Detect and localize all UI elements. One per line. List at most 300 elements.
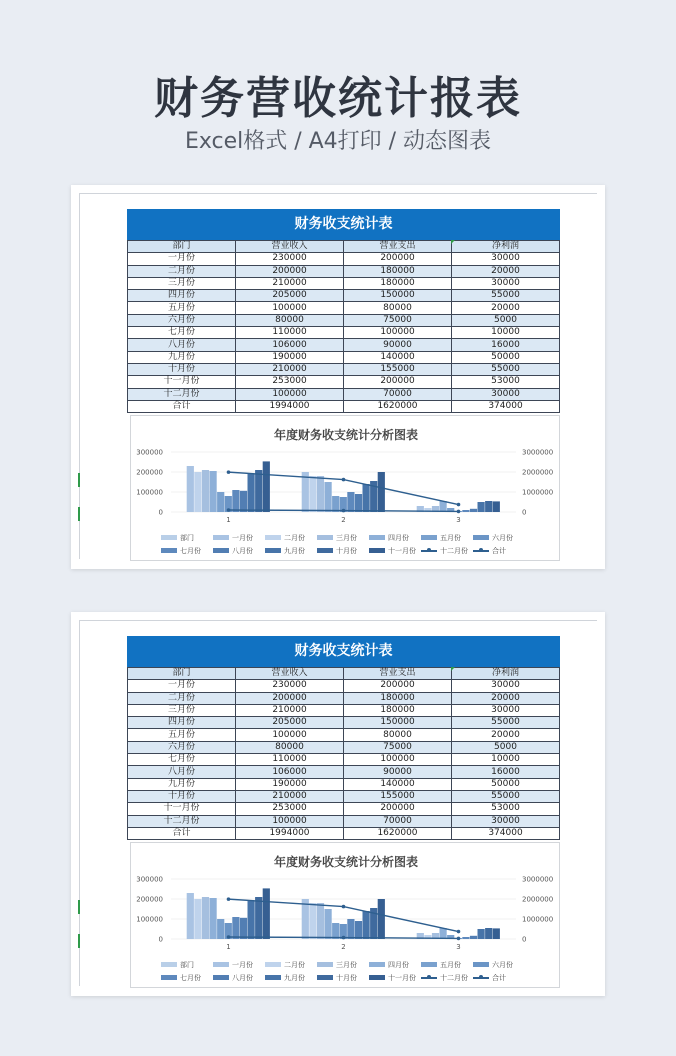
table-cell[interactable]: 180000 — [344, 704, 452, 716]
y-axis-tick-label: 0 — [158, 935, 163, 944]
table-row — [128, 400, 560, 412]
table-cell[interactable]: 30000 — [452, 388, 560, 400]
chart-bar[interactable] — [478, 929, 485, 939]
legend-swatch-icon — [161, 535, 177, 540]
chart-bar[interactable] — [317, 903, 324, 939]
table-cell[interactable]: 十一月份 — [128, 803, 236, 815]
table-row — [128, 388, 560, 400]
chart-bar[interactable] — [325, 482, 332, 512]
chart-bar[interactable] — [302, 472, 309, 512]
column-header[interactable]: 营业收入 — [236, 241, 344, 253]
legend-label: 三月份 — [336, 960, 357, 969]
cell-comment-marker — [451, 667, 455, 671]
legend-swatch-icon — [317, 962, 333, 967]
legend-label: 四月份 — [388, 960, 409, 969]
chart-bar[interactable] — [378, 472, 385, 512]
table-cell[interactable]: 合计 — [128, 827, 236, 839]
y2-axis-tick-label: 1000000 — [522, 488, 554, 497]
table-cell[interactable]: 四月份 — [128, 717, 236, 729]
legend-swatch-icon — [421, 550, 437, 552]
legend-swatch-icon — [473, 977, 489, 979]
chart-bar[interactable] — [470, 936, 477, 939]
table-cell[interactable]: 二月份 — [128, 265, 236, 277]
table-cell[interactable]: 5000 — [452, 314, 560, 326]
chart-bar[interactable] — [202, 897, 209, 939]
table-cell[interactable]: 55000 — [452, 290, 560, 302]
table-cell[interactable]: 100000 — [236, 302, 344, 314]
table-cell[interactable]: 100000 — [236, 388, 344, 400]
table-cell[interactable]: 150000 — [344, 290, 452, 302]
table-cell[interactable]: 16000 — [452, 766, 560, 778]
table-cell[interactable]: 140000 — [344, 351, 452, 363]
legend-item[interactable] — [213, 971, 265, 984]
chart-line-point[interactable] — [457, 510, 461, 514]
legend-label: 八月份 — [232, 973, 253, 982]
legend-swatch-icon — [369, 535, 385, 540]
chart-bar[interactable] — [232, 490, 239, 512]
legend-swatch-icon — [421, 535, 437, 540]
table-cell[interactable]: 55000 — [452, 363, 560, 375]
chart-line-point[interactable] — [227, 935, 231, 939]
table-row — [128, 815, 560, 827]
legend-label: 一月份 — [232, 960, 253, 969]
chart-bar[interactable] — [355, 921, 362, 939]
chart-bar[interactable] — [309, 476, 316, 512]
chart-bar[interactable] — [194, 899, 201, 939]
legend-item[interactable] — [421, 531, 473, 544]
chart-line-point[interactable] — [342, 905, 346, 909]
table-cell[interactable]: 253000 — [236, 803, 344, 815]
table-cell[interactable]: 210000 — [236, 363, 344, 375]
table-cell[interactable]: 110000 — [236, 327, 344, 339]
table-row — [128, 717, 560, 729]
table-cell[interactable]: 20000 — [452, 729, 560, 741]
table-cell[interactable]: 20000 — [452, 265, 560, 277]
table-cell[interactable]: 一月份 — [128, 680, 236, 692]
table-cell[interactable]: 七月份 — [128, 754, 236, 766]
table-cell[interactable]: 5000 — [452, 741, 560, 753]
cell-marker — [78, 900, 80, 914]
table-cell[interactable]: 80000 — [236, 741, 344, 753]
y-axis-tick-label: 200000 — [136, 468, 163, 477]
chart-bar[interactable] — [462, 937, 469, 939]
table-cell[interactable]: 230000 — [236, 253, 344, 265]
table-cell[interactable]: 100000 — [344, 327, 452, 339]
legend-label: 六月份 — [492, 533, 513, 542]
chart-area[interactable] — [130, 415, 560, 561]
legend-label: 十二月份 — [440, 546, 468, 555]
table-cell[interactable]: 三月份 — [128, 704, 236, 716]
table-cell[interactable]: 180000 — [344, 692, 452, 704]
legend-label: 九月份 — [284, 546, 305, 555]
legend-item[interactable] — [161, 544, 213, 557]
chart-line-point[interactable] — [342, 509, 346, 513]
table-cell[interactable]: 50000 — [452, 351, 560, 363]
table-cell[interactable]: 十月份 — [128, 790, 236, 802]
table-row — [128, 339, 560, 351]
cell-marker — [78, 473, 80, 487]
chart-bar[interactable] — [355, 494, 362, 512]
table-row — [128, 302, 560, 314]
legend-swatch-icon — [161, 548, 177, 553]
sheet-border — [79, 193, 80, 559]
table-cell[interactable]: 70000 — [344, 388, 452, 400]
table-cell[interactable]: 1620000 — [344, 400, 452, 412]
table-cell[interactable]: 200000 — [344, 376, 452, 388]
legend-item[interactable] — [369, 531, 421, 544]
table-cell[interactable]: 九月份 — [128, 351, 236, 363]
table-header-row — [128, 241, 560, 253]
chart-bar[interactable] — [202, 470, 209, 512]
table-cell[interactable]: 200000 — [344, 803, 452, 815]
table-cell[interactable]: 三月份 — [128, 277, 236, 289]
y2-axis-tick-label: 1000000 — [522, 915, 554, 924]
chart-bar[interactable] — [485, 928, 492, 939]
table-cell[interactable]: 七月份 — [128, 327, 236, 339]
column-header[interactable]: 净利润 — [452, 668, 560, 680]
y2-axis-tick-label: 0 — [522, 508, 527, 517]
table-title: 财务收支统计表 — [127, 636, 560, 667]
legend-label: 六月份 — [492, 960, 513, 969]
legend-item[interactable] — [421, 958, 473, 971]
chart-bar[interactable] — [317, 476, 324, 512]
table-cell[interactable]: 140000 — [344, 778, 452, 790]
table-cell[interactable]: 100000 — [236, 815, 344, 827]
y-axis-tick-label: 300000 — [136, 875, 163, 884]
x-axis-tick-label: 2 — [341, 516, 346, 524]
chart-bar[interactable] — [263, 888, 270, 939]
table-cell[interactable]: 100000 — [344, 754, 452, 766]
legend-label: 十二月份 — [440, 973, 468, 982]
legend-item[interactable] — [369, 958, 421, 971]
legend-item[interactable] — [161, 531, 213, 544]
table-row — [128, 314, 560, 326]
chart-bar[interactable] — [255, 470, 262, 512]
legend-item[interactable] — [213, 531, 265, 544]
chart-bar[interactable] — [462, 510, 469, 512]
legend-label: 十月份 — [336, 973, 357, 982]
table-cell[interactable]: 205000 — [236, 290, 344, 302]
table-cell[interactable]: 二月份 — [128, 692, 236, 704]
table-cell[interactable]: 55000 — [452, 790, 560, 802]
table-row — [128, 290, 560, 302]
x-axis-tick-label: 3 — [456, 516, 461, 524]
legend-swatch-icon — [265, 975, 281, 980]
column-header[interactable]: 净利润 — [452, 241, 560, 253]
legend-swatch-icon — [317, 535, 333, 540]
chart-bar[interactable] — [240, 491, 247, 512]
table-cell[interactable]: 50000 — [452, 778, 560, 790]
chart-bar[interactable] — [248, 474, 255, 512]
chart-bar[interactable] — [378, 899, 385, 939]
table-cell[interactable]: 30000 — [452, 253, 560, 265]
legend-item[interactable] — [317, 958, 369, 971]
table-row — [128, 729, 560, 741]
y-axis-tick-label: 300000 — [136, 448, 163, 457]
y-axis-tick-label: 100000 — [136, 488, 163, 497]
legend-item[interactable] — [369, 971, 421, 984]
y-axis-tick-label: 200000 — [136, 895, 163, 904]
legend-item[interactable] — [369, 544, 421, 557]
chart-bar[interactable] — [363, 911, 370, 939]
finance-table — [127, 209, 560, 413]
table-cell[interactable]: 75000 — [344, 314, 452, 326]
legend-label: 九月份 — [284, 973, 305, 982]
table-cell[interactable]: 16000 — [452, 339, 560, 351]
table-cell[interactable]: 1620000 — [344, 827, 452, 839]
legend-item[interactable] — [265, 531, 317, 544]
chart-bar[interactable] — [240, 918, 247, 939]
table-row — [128, 754, 560, 766]
legend-label: 三月份 — [336, 533, 357, 542]
chart-title: 年度财务收支统计分析图表 — [273, 428, 418, 442]
table-cell[interactable]: 374000 — [452, 827, 560, 839]
table-cell[interactable]: 30000 — [452, 704, 560, 716]
table-cell[interactable]: 200000 — [344, 680, 452, 692]
legend-label: 四月份 — [388, 533, 409, 542]
table-cell[interactable]: 100000 — [236, 729, 344, 741]
chart-bar[interactable] — [478, 502, 485, 512]
sheet-border — [79, 620, 597, 621]
hero-subtitle: Excel格式 / A4打印 / 动态图表 — [184, 129, 492, 154]
legend-swatch-icon — [473, 550, 489, 552]
table-cell[interactable]: 200000 — [236, 692, 344, 704]
legend-label: 五月份 — [440, 533, 461, 542]
legend-item[interactable] — [265, 958, 317, 971]
legend-item[interactable] — [421, 971, 473, 984]
table-cell[interactable]: 155000 — [344, 363, 452, 375]
legend-item[interactable] — [317, 544, 369, 557]
table-row — [128, 704, 560, 716]
table-cell[interactable]: 八月份 — [128, 339, 236, 351]
sheet-border — [79, 620, 80, 986]
legend-item[interactable] — [265, 971, 317, 984]
chart-legend — [161, 958, 541, 984]
legend-swatch-icon — [265, 548, 281, 553]
table-cell[interactable]: 53000 — [452, 376, 560, 388]
chart-line-point[interactable] — [227, 470, 231, 474]
table-cell[interactable]: 十月份 — [128, 363, 236, 375]
spreadsheet-preview-2 — [71, 612, 605, 996]
chart-line-point[interactable] — [342, 936, 346, 940]
y2-axis-tick-label: 2000000 — [522, 468, 554, 477]
table-row — [128, 680, 560, 692]
table-cell[interactable]: 1994000 — [236, 400, 344, 412]
chart-bar[interactable] — [187, 893, 194, 939]
table-cell[interactable]: 253000 — [236, 376, 344, 388]
table-cell[interactable]: 十二月份 — [128, 815, 236, 827]
chart-legend — [161, 531, 541, 557]
legend-item[interactable] — [161, 971, 213, 984]
chart-bar[interactable] — [210, 898, 217, 939]
table-cell[interactable]: 10000 — [452, 754, 560, 766]
chart-bar[interactable] — [187, 466, 194, 512]
table-cell[interactable]: 200000 — [236, 265, 344, 277]
table-cell[interactable]: 190000 — [236, 351, 344, 363]
finance-table — [127, 636, 560, 840]
legend-item[interactable] — [161, 958, 213, 971]
table-cell[interactable]: 九月份 — [128, 778, 236, 790]
table-row — [128, 376, 560, 388]
legend-swatch-icon — [317, 548, 333, 553]
chart-line-point[interactable] — [457, 503, 461, 507]
chart-bar[interactable] — [309, 903, 316, 939]
legend-item[interactable] — [473, 544, 525, 557]
table-header-row — [128, 668, 560, 680]
legend-swatch-icon — [161, 975, 177, 980]
chart-bar[interactable] — [493, 501, 500, 512]
table-cell[interactable]: 110000 — [236, 754, 344, 766]
legend-label: 合计 — [492, 973, 506, 982]
legend-label: 二月份 — [284, 533, 305, 542]
cell-marker — [78, 934, 80, 948]
chart-bar[interactable] — [263, 461, 270, 512]
chart-bar[interactable] — [493, 928, 500, 939]
table-cell[interactable]: 四月份 — [128, 290, 236, 302]
table-cell[interactable]: 70000 — [344, 815, 452, 827]
table-cell[interactable]: 十二月份 — [128, 388, 236, 400]
table-row — [128, 351, 560, 363]
chart-bar[interactable] — [485, 501, 492, 512]
table-row — [128, 692, 560, 704]
chart-bar[interactable] — [332, 496, 339, 512]
table-cell[interactable]: 210000 — [236, 704, 344, 716]
table-cell[interactable]: 53000 — [452, 803, 560, 815]
chart-line-point[interactable] — [227, 897, 231, 901]
legend-swatch-icon — [265, 962, 281, 967]
table-cell[interactable]: 90000 — [344, 766, 452, 778]
table-cell[interactable]: 106000 — [236, 339, 344, 351]
legend-swatch-icon — [421, 962, 437, 967]
legend-label: 一月份 — [232, 533, 253, 542]
legend-label: 七月份 — [180, 973, 201, 982]
table-cell[interactable]: 106000 — [236, 766, 344, 778]
table-cell[interactable]: 1994000 — [236, 827, 344, 839]
table-cell[interactable]: 55000 — [452, 717, 560, 729]
legend-label: 二月份 — [284, 960, 305, 969]
table-cell[interactable]: 80000 — [236, 314, 344, 326]
table-cell[interactable]: 30000 — [452, 815, 560, 827]
column-header[interactable]: 营业支出 — [344, 241, 452, 253]
table-cell[interactable]: 155000 — [344, 790, 452, 802]
column-header[interactable]: 营业支出 — [344, 668, 452, 680]
chart-bar[interactable] — [255, 897, 262, 939]
chart-bar[interactable] — [363, 484, 370, 512]
chart-bar[interactable] — [440, 501, 447, 512]
column-header[interactable]: 营业收入 — [236, 668, 344, 680]
table-cell[interactable]: 150000 — [344, 717, 452, 729]
legend-item[interactable] — [473, 531, 525, 544]
legend-swatch-icon — [213, 975, 229, 980]
legend-item[interactable] — [317, 971, 369, 984]
legend-swatch-icon — [473, 962, 489, 967]
table-cell[interactable]: 230000 — [236, 680, 344, 692]
table-cell[interactable]: 合计 — [128, 400, 236, 412]
chart-bar[interactable] — [347, 492, 354, 512]
legend-label: 十一月份 — [388, 546, 416, 555]
table-cell[interactable]: 五月份 — [128, 302, 236, 314]
chart-bar[interactable] — [302, 899, 309, 939]
chart-bar[interactable] — [217, 919, 224, 939]
column-header[interactable]: 部门 — [128, 241, 236, 253]
column-header[interactable]: 部门 — [128, 668, 236, 680]
chart-line-point[interactable] — [457, 930, 461, 934]
legend-item[interactable] — [421, 544, 473, 557]
x-axis-tick-label: 1 — [226, 943, 231, 951]
sheet-border — [79, 193, 597, 194]
table-cell[interactable]: 一月份 — [128, 253, 236, 265]
table-cell[interactable]: 八月份 — [128, 766, 236, 778]
legend-item[interactable] — [213, 958, 265, 971]
table-cell[interactable]: 80000 — [344, 302, 452, 314]
table-cell[interactable]: 十一月份 — [128, 376, 236, 388]
table-cell[interactable]: 180000 — [344, 265, 452, 277]
table-cell[interactable]: 30000 — [452, 680, 560, 692]
table-cell[interactable]: 五月份 — [128, 729, 236, 741]
chart-line-point[interactable] — [457, 937, 461, 941]
spreadsheet-preview-1 — [71, 185, 605, 569]
hero-title: 财务营收统计报表 — [154, 73, 522, 124]
x-axis-tick-label: 2 — [341, 943, 346, 951]
table-cell[interactable]: 210000 — [236, 790, 344, 802]
table-cell[interactable]: 20000 — [452, 302, 560, 314]
table-cell[interactable]: 80000 — [344, 729, 452, 741]
legend-label: 五月份 — [440, 960, 461, 969]
table-cell[interactable]: 20000 — [452, 692, 560, 704]
legend-item[interactable] — [213, 544, 265, 557]
chart-bar[interactable] — [210, 471, 217, 512]
chart-bar[interactable] — [325, 909, 332, 939]
chart-bar[interactable] — [232, 917, 239, 939]
table-cell[interactable]: 六月份 — [128, 741, 236, 753]
table-cell[interactable]: 10000 — [452, 327, 560, 339]
table-cell[interactable]: 210000 — [236, 277, 344, 289]
y2-axis-tick-label: 3000000 — [522, 875, 554, 884]
table-cell[interactable]: 205000 — [236, 717, 344, 729]
table-cell[interactable]: 30000 — [452, 277, 560, 289]
table-cell[interactable]: 六月份 — [128, 314, 236, 326]
legend-item[interactable] — [317, 531, 369, 544]
legend-swatch-icon — [265, 535, 281, 540]
table-cell[interactable]: 190000 — [236, 778, 344, 790]
table-cell[interactable]: 180000 — [344, 277, 452, 289]
table-cell[interactable]: 374000 — [452, 400, 560, 412]
table-title: 财务收支统计表 — [127, 209, 560, 240]
chart-bar[interactable] — [440, 928, 447, 939]
legend-item[interactable] — [473, 958, 525, 971]
chart-bar[interactable] — [332, 923, 339, 939]
table-cell[interactable]: 200000 — [344, 253, 452, 265]
table-row — [128, 265, 560, 277]
chart-bar[interactable] — [248, 901, 255, 939]
chart-bar[interactable] — [347, 919, 354, 939]
table-row — [128, 363, 560, 375]
cell-comment-marker — [451, 240, 455, 244]
chart-bar[interactable] — [217, 492, 224, 512]
x-axis-tick-label: 1 — [226, 516, 231, 524]
chart-line-point[interactable] — [342, 478, 346, 482]
legend-item[interactable] — [265, 544, 317, 557]
legend-label: 十一月份 — [388, 973, 416, 982]
legend-item[interactable] — [473, 971, 525, 984]
chart-area[interactable] — [130, 842, 560, 988]
chart-bar[interactable] — [194, 472, 201, 512]
chart-bar[interactable] — [470, 509, 477, 512]
table-cell[interactable]: 75000 — [344, 741, 452, 753]
chart-line-point[interactable] — [227, 508, 231, 512]
table-cell[interactable]: 90000 — [344, 339, 452, 351]
y2-axis-tick-label: 3000000 — [522, 448, 554, 457]
